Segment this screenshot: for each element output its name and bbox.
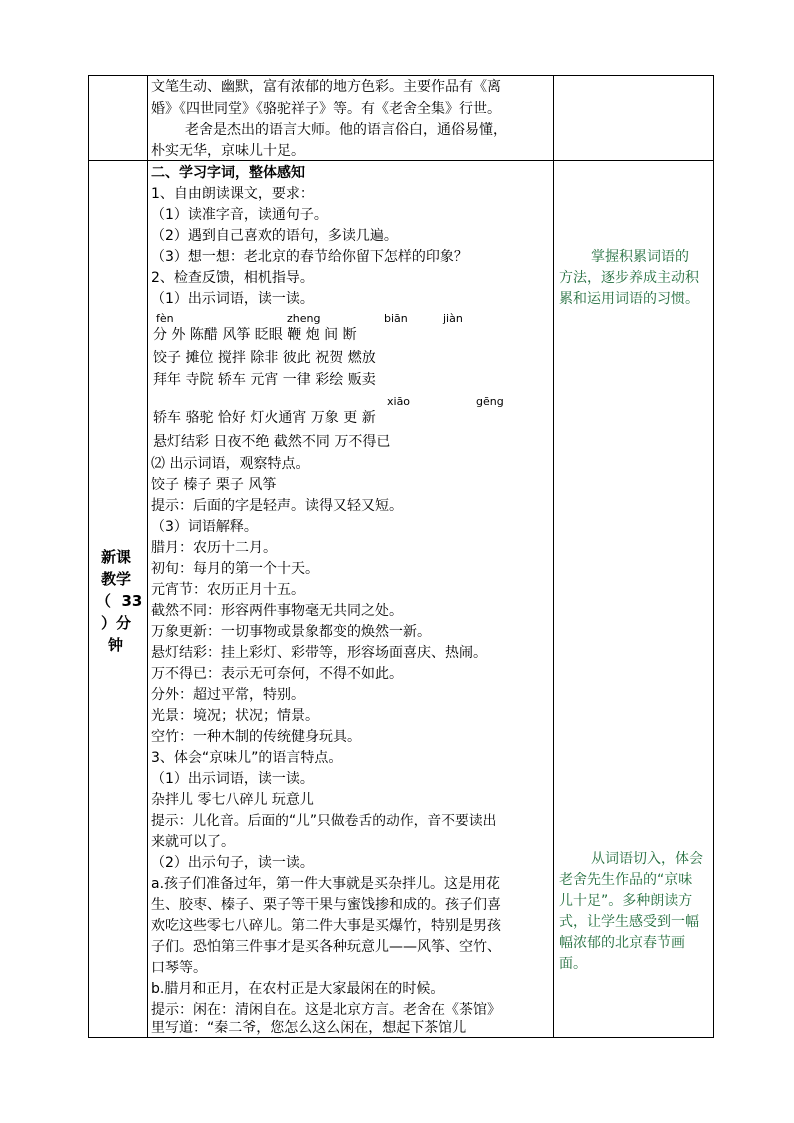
main-line: 万不得已：表示无可奈何，不得不如此。 <box>151 666 403 682</box>
main-line: （2）出示句子，读一读。 <box>151 855 314 871</box>
intro-line-2: 婚》《四世同堂》《骆驼祥子》等。有《老舍全集》行世。 <box>151 101 501 117</box>
word-row: 悬灯结彩 日夜不绝 截然不同 万不得已 <box>153 434 391 450</box>
main-line: 欢吃这些零七八碎儿。第二件大事是买爆竹，特别是男孩 <box>151 918 501 934</box>
main-line: 悬灯结彩：挂上彩灯、彩带等，形容场面喜庆、热闹。 <box>151 645 487 661</box>
col-divider-2 <box>553 75 554 1038</box>
main-line: 来就可以了。 <box>151 834 235 850</box>
section-title: 二、学习字词，整体感知 <box>151 165 305 181</box>
main-line: （1）出示词语，读一读。 <box>151 771 314 787</box>
left-label-5: 钟 <box>108 636 124 654</box>
main-line: 元宵节：农历正月十五。 <box>151 582 305 598</box>
main-line: 初旬：每月的第一个十天。 <box>151 561 319 577</box>
note-1-line: 累和运用词语的习惯。 <box>559 291 699 307</box>
main-line: 3、体会“京味儿”的语言特点。 <box>151 750 343 766</box>
pinyin: jiàn <box>443 312 463 325</box>
table-border-bottom <box>88 1037 714 1038</box>
main-line: 分外：超过平常，特别。 <box>151 687 305 703</box>
main-line: 2、检查反馈，相机指导。 <box>151 270 314 286</box>
main-line: 杂拌儿 零七八碎儿 玩意儿 <box>151 792 314 808</box>
note-2-line: 面。 <box>559 956 587 972</box>
note-1-line: 掌握积累词语的 <box>591 249 689 265</box>
pinyin: fèn <box>156 312 174 325</box>
pinyin: zheng <box>287 312 321 325</box>
pinyin: xiāo <box>387 395 411 408</box>
main-line: 提示：闲在：清闲自在。这是北京方言。老舍在《茶馆》 <box>151 1002 501 1018</box>
main-line: （1）读准字音，读通句子。 <box>151 207 328 223</box>
word-row: 轿车 骆驼 恰好 灯火通宵 万象 更 新 <box>153 410 376 426</box>
table-border-left <box>88 75 89 1038</box>
main-line: 空竹：一种木制的传统健身玩具。 <box>151 729 361 745</box>
main-line: 里写道：“秦二爷，您怎么这么闲在，想起下茶馆儿 <box>151 1020 467 1036</box>
left-label-1: 新课 <box>101 548 132 566</box>
main-line: 饺子 榛子 栗子 风筝 <box>151 477 277 493</box>
main-line: 截然不同：形容两件事物毫无共同之处。 <box>151 603 403 619</box>
note-2-line: 幅浓郁的北京春节画 <box>559 935 685 951</box>
pinyin: gēng <box>476 395 504 408</box>
word-row: 拜年 寺院 轿车 元宵 一律 彩绘 贩卖 <box>153 372 376 388</box>
intro-line-4: 朴实无华，京味儿十足。 <box>151 143 305 159</box>
main-line: （3）词语解释。 <box>151 519 258 535</box>
left-label-3: （ 33 <box>96 592 143 610</box>
main-line: （2）遇到自己喜欢的语句，多读几遍。 <box>151 228 398 244</box>
main-line: 1、自由朗读课文，要求： <box>151 186 314 202</box>
note-1-line: 方法，逐步养成主动积 <box>559 270 699 286</box>
main-line: 子们。恐怕第三件事才是买各种玩意儿——风筝、空竹、 <box>151 939 501 955</box>
main-line: 光景：境况；状况；情景。 <box>151 708 319 724</box>
col-divider-1 <box>147 75 148 1038</box>
left-label-4: ）分 <box>101 614 132 632</box>
note-2-line: 儿十足”。多种朗读方 <box>559 893 693 909</box>
main-line: （1）出示词语，读一读。 <box>151 291 314 307</box>
pinyin: biān <box>384 312 408 325</box>
main-line: 生、胶枣、榛子、栗子等干果与蜜饯掺和成的。孩子们喜 <box>151 897 501 913</box>
main-line: ⑵ 出示词语，观察特点。 <box>151 456 310 472</box>
table-border-right <box>713 75 714 1038</box>
main-line: b.腊月和正月，在农村正是大家最闲在的时候。 <box>151 981 445 997</box>
main-line: 提示：儿化音。后面的“儿”只做卷舌的动作，音不要读出 <box>151 813 497 829</box>
row-divider <box>88 160 714 161</box>
main-line: 万象更新：一切事物或景象都变的焕然一新。 <box>151 624 431 640</box>
table-border-top <box>88 75 714 76</box>
note-2-line: 式，让学生感受到一幅 <box>559 914 699 930</box>
main-line: （3）想一想：老北京的春节给你留下怎样的印象？ <box>151 249 468 265</box>
left-label-2: 教学 <box>101 570 132 588</box>
word-row: 饺子 摊位 搅拌 除非 彼此 祝贺 燃放 <box>153 350 376 366</box>
main-line: 提示：后面的字是轻声。读得又轻又短。 <box>151 498 403 514</box>
intro-line-3: 老舍是杰出的语言大师。他的语言俗白，通俗易懂， <box>185 122 507 138</box>
main-line: a.孩子们准备过年，第一件大事就是买杂拌儿。这是用花 <box>151 876 501 892</box>
note-2-line: 老舍先生作品的“京味 <box>559 872 693 888</box>
note-2-line: 从词语切入，体会 <box>591 851 703 867</box>
main-line: 腊月：农历十二月。 <box>151 540 277 556</box>
word-row: 分 外 陈醋 风筝 眨眼 鞭 炮 间 断 <box>153 327 357 343</box>
main-line: 口琴等。 <box>151 960 207 976</box>
intro-line-1: 文笔生动、幽默，富有浓郁的地方色彩。主要作品有《离 <box>151 79 501 95</box>
